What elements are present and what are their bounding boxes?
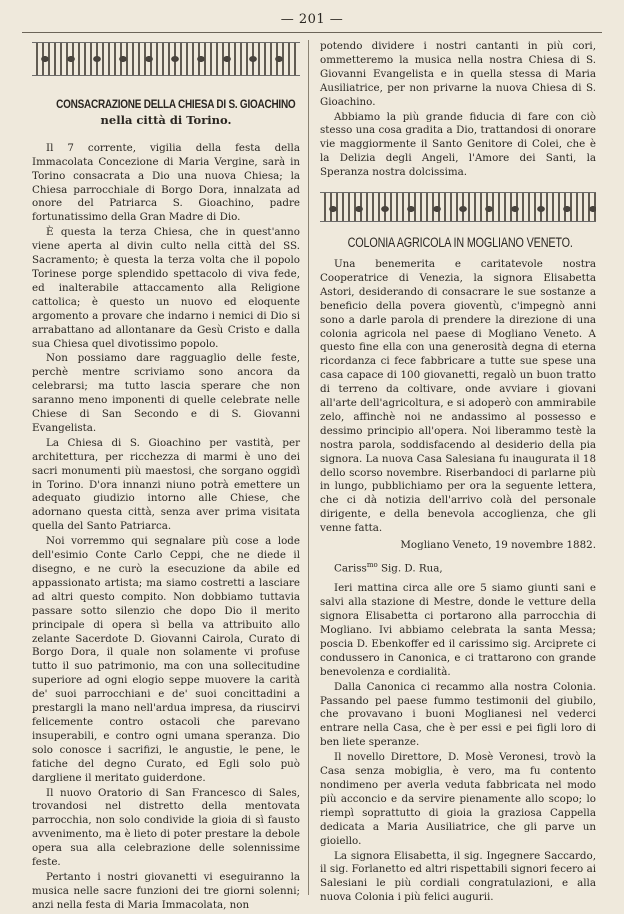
salutation-superscript: mo (366, 561, 378, 569)
paragraph: Pertanto i nostri giovanetti vi eseguiranno la musica nelle sacre funzioni dei tre giorni solenni; anzi nella festa di Maria Immacolata, non (32, 870, 300, 911)
ornamental-border (32, 42, 300, 76)
paragraph: Una benemerita e caritatevole nostra Cooperatrice di Venezia, la signora Elisabetta Astori, desiderando di consacrare le sue sostanze a beneficio della povera gioventù, c'impegnò anni sono a darle parola di prendere la direzione di una colonia agricola nel paese di Mogliano Veneto. A questo fine ella con una generosità degna di eterna ricordanza ci fece fabbricare a tutte sue spese una casa capace di 100 giovanetti, regalò un buon tratto di terreno da coltivare, onde avviare i giovani all'arte dell'agricoltura, e si adoperò con ammirabile zelo, affinchè noi ne andassimo al possesso e dessimo principio all'opera. Noi liberammo testè la nostra parola, soddisfacendo al desiderio della pia signora. La nuova Casa Salesiana fu inaugurata il 18 dello scorso novembre. Riserbandoci di parlarne più in lungo, pubblichiamo per ora la seguente lettera, che ci dà notizia dell'arrivo colà del personale dirigente, e della benevola accoglienza, che gli venne fatta. (320, 257, 596, 535)
letter-paragraph: Ieri mattina circa alle ore 5 siamo giunti sani e salvi alla stazione di Mestre, donde le vetture della signora Elisabetta ci portarono alla parrocchia di Mogliano. Ivi abbiamo celebrata la santa Messa; poscia D. Ebenkoffer ed il carissimo sig. Arciprete ci condussero in Canonica, e ci trattarono con grande benevolenza e cordialità. (320, 582, 596, 678)
dateline: Mogliano Veneto, 19 novembre 1882. (400, 539, 596, 552)
letter-paragraph: Il novello Direttore, D. Mosè Veronesi, trovò la Casa senza mobiglia, è vero, ma fu contento nondimeno per averla veduta fabbricata nel modo più acconcio e da servire pienamente allo scopo; lo riempì soprattutto di gioia la graziosa Cappella dedicata a Maria Ausiliatrice, che gli parve un gioiello. (320, 751, 596, 847)
right-column (320, 40, 596, 906)
letter-salutation (334, 559, 596, 576)
paragraph: Il 7 corrente, vigilia della festa della Immacolata Concezione di Maria Vergine, sarà in Torino consacrata a Dio una nuova Chiesa; la Chiesa parrocchiale di Borgo Dora, innalzata ad onore del Patriarca S. Gioachino, padre fortunatissimo della Gran Madre di Dio. (32, 141, 300, 224)
paragraph: Il nuovo Oratorio di San Francesco di Sales, trovandosi nel distretto della mentovata parrocchia, non solo condivide la gioia di sì fausto avvenimento, ma è lieto di poter prestare la debole opera sua alla celebrazione delle solennissime feste. (32, 786, 300, 869)
salutation-text: Cariss (334, 562, 367, 575)
column-separator (308, 40, 309, 895)
letter-paragraph: Dalla Canonica ci recammo alla nostra Colonia. Passando pel paese fummo testimonii del giubilo, che provavano i buoni Moglianesi nel vederci entrare nella Casa, che è per essi e pei figli loro di ben liete speranze. (320, 680, 596, 749)
ornamental-border (320, 192, 596, 222)
page-number: — 201 — (280, 12, 344, 27)
paragraph: Abbiamo la più grande fiducia di fare con ciò stesso una cosa gradita a Dio, trattandosi di onorare vie maggiormente il Santo Genitore di Colei, che è la Delizia degli Angeli, l'Amore dei Santi, la Speranza nostra dolcissima. (320, 110, 596, 179)
paragraph: Noi vorremmo qui segnalare più cose a lode dell'esimio Conte Carlo Ceppi, che ne diede il disegno, e ne curò la esecuzione da abile ed appassionato artista; ma siamo costretti a lasciare ad altri questo compito. Non dobbiamo tuttavia passare sotto silenzio che dopo Dio il merito principale di opera sì bella va attribuito allo zelante Sacerdote D. Giovanni Cairola, Curato di Borgo Dora, il quale non solamente vi profuse tutto il suo patrimonio, ma con una sollecitudine superiore ad ogni elogio seppe muovere la carità de' suoi parrocchiani e de' suoi concittadini a prestargli la mano nell'ardua impresa, da riuscirvi felicemente contro ostacoli che parevano insuperabili, e contro ogni umana speranza. Dio solo conosce i sacrifizi, le angustie, le pene, le fatiche del degno Curato, ed Egli solo può dargliene il meritato guiderdone. (32, 535, 300, 784)
paragraph: È questa la terza Chiesa, che in quest'anno viene aperta al divin culto nella città del SS. Sacramento; è questa la terza volta che il popolo Torinese porge splendido spettacolo di viva fede, ed inalterabile attaccamento alla Religione cattolica; è questo un nuovo ed eloquente argomento a provare che indarno i nemici di Dio si arrabattano ad allontanare da Gesù Cristo e dalla sua Chiesa quel divotissimo popolo. (32, 226, 300, 350)
paragraph: La Chiesa di S. Gioachino per vastità, per architettura, per ricchezza di marmi è uno dei sacri monumenti più maestosi, che sorgano oggidì in Torino. D'ora innanzi niuno potrà emettere un adequato giudizio intorno alle Chiese, che adornano questa città, senza aver prima visitata quella del Santo Patriarca. (32, 436, 300, 533)
letter-paragraph: La signora Elisabetta, il sig. Ingegnere Saccardo, il sig. Forlanetto ed altri rispettabili signori fecero ai Salesiani le più cordiali congratulazioni, e alla nuova Colonia i più felici augurii. (320, 849, 596, 904)
top-rule (22, 32, 602, 33)
article-title: CONSACRAZIONE DELLA CHIESA DI S. GIOACHINO (56, 97, 296, 111)
left-column (32, 40, 300, 914)
paragraph-continued: potendo dividere i nostri cantanti in più cori, ommetteremo la musica nella nostra Chiesa di S. Giovanni Evangelista e in quella stessa di Maria Ausiliatrice, per non privarne la nuova Chiesa di S. Gioachino. (320, 40, 596, 108)
salutation-name: Sig. D. Rua, (377, 562, 443, 575)
article-subtitle: nella città di Torino. (100, 112, 232, 127)
article-title: COLONIA AGRICOLA IN MOGLIANO VENETO. (347, 235, 573, 251)
paragraph: Non possiamo dare ragguaglio delle feste, perchè mentre scriviamo sono ancora da celebrarsi; ma tutto lascia sperare che non saranno meno imponenti di quelle celebrate nelle Chiese di San Secondo e di S. Giovanni Evangelista. (32, 352, 300, 434)
